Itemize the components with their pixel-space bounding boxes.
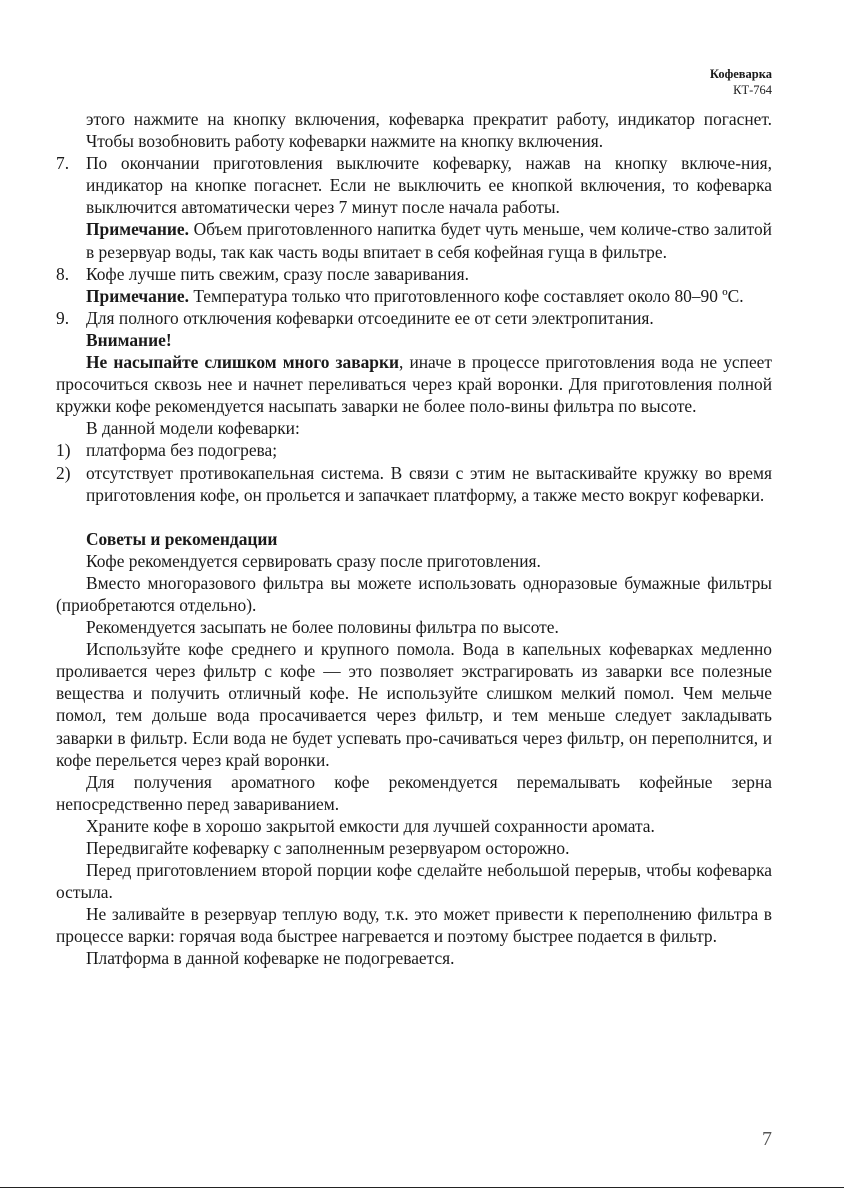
header-model: КТ-764 xyxy=(733,83,772,97)
tip-paragraph: Используйте кофе среднего и крупного помола. Вода в капельных кофеварках медленно проливается через фильтр с кофе — это позволяет экстрагировать из заварки все полезные вещества и получить отличный кофе. Не используйте слишком мелкий помол. Чем мельче помол, тем дольше вода просачивается через фильтр, и тем меньше следует закладывать заварки в фильтр. Если вода не будет успевать про-сачиваться через фильтр, он переполнится, и кофе перельется через край воронки. xyxy=(56,639,772,770)
section-title: Советы и рекомендации xyxy=(86,528,278,549)
header-product-name: Кофеварка xyxy=(709,67,772,81)
tip-paragraph: Для получения ароматного кофе рекомендуется перемалывать кофейные зерна непосредственно перед завариванием. xyxy=(56,771,772,814)
note-label: Примечание. xyxy=(86,219,189,240)
warning-paragraph xyxy=(56,351,772,417)
tip-paragraph: Передвигайте кофеварку с заполненным резервуаром осторожно. xyxy=(86,838,570,858)
list-item-7 xyxy=(56,152,772,262)
continued-paragraph: этого нажмите на кнопку включения, кофеварка прекратит работу, индикатор погаснет. Чтобы возобновить работу кофеварки нажмите на кнопку включения. xyxy=(86,109,772,152)
list-number: 9. xyxy=(56,307,70,328)
list-item-9 xyxy=(56,307,772,351)
tip-paragraph: Перед приготовлением второй порции кофе сделайте небольшой перерыв, чтобы кофеварка остыла. xyxy=(56,860,772,903)
list-item-text: отсутствует противокапельная система. В связи с этим не вытаскивайте кружку во время приготовления кофе, он прольется и запачкает платформу, а также место вокруг кофеварки. xyxy=(86,462,772,505)
page-header xyxy=(710,66,772,98)
list-item-text: Кофе лучше пить свежим, сразу после заваривания. xyxy=(86,263,469,284)
tip-paragraph: Храните кофе в хорошо закрытой емкости для лучшей сохранности аромата. xyxy=(86,815,655,836)
list-number: 1) xyxy=(56,440,71,461)
list-item-text: По окончании приготовления выключите кофеварку, нажав на кнопку включе-ния, индикатор на кнопке погаснет. Если не выключить ее кнопкой включения, то кофеварка выключится автоматически через 7 минут после начала работы. xyxy=(86,153,772,218)
section-spacer xyxy=(56,506,772,528)
note-label: Примечание. xyxy=(86,285,189,306)
list-item-text: Для полного отключения кофеварки отсоедините ее от сети электропитания. xyxy=(86,307,654,328)
warning-bold: Не насыпайте слишком много заварки xyxy=(86,352,399,373)
tip-paragraph: Рекомендуется засыпать не более половины фильтра по высоте. xyxy=(86,617,559,638)
model-list-item xyxy=(56,462,772,506)
warning-text: , иначе в процессе приготовления вода не успеет просочиться сквозь нее и начнет переливаться через край воронки. Для приготовления полной кружки кофе рекомендуется насыпать заварки не более поло-вины фильтра по высоте. xyxy=(56,352,772,417)
list-item-text: платформа без подогрева; xyxy=(86,440,278,461)
attention-label: Внимание! xyxy=(86,329,172,350)
bottom-divider xyxy=(0,1187,844,1188)
list-number: 7. xyxy=(56,153,70,174)
note-paragraph xyxy=(86,285,772,307)
model-list-item xyxy=(56,439,772,461)
page-content xyxy=(56,108,772,970)
note-text: Температура только что приготовленного кофе составляет около 80–90 ºС. xyxy=(188,285,744,306)
list-number: 2) xyxy=(56,462,71,483)
tip-paragraph: Кофе рекомендуется сервировать сразу после приготовления. xyxy=(86,550,541,571)
note-paragraph xyxy=(86,218,772,262)
tip-paragraph: Платформа в данной кофеварке не подогревается. xyxy=(86,948,455,969)
note-text: Объем приготовленного напитка будет чуть меньше, чем количе-ство залитой в резервуар воды, так как часть воды впитает в себя кофейная гуща в фильтре. xyxy=(86,219,772,262)
list-number: 8. xyxy=(56,263,70,284)
page-number: 7 xyxy=(762,1128,772,1150)
tip-paragraph: Вместо многоразового фильтра вы можете использовать одноразовые бумажные фильтры (приобретаются отдельно). xyxy=(56,572,772,615)
model-intro: В данной модели кофеварки: xyxy=(86,418,300,439)
tip-paragraph: Не заливайте в резервуар теплую воду, т.к. это может привести к переполнению фильтра в процессе варки: горячая вода быстрее нагревается и поэтому быстрее подается в фильтр. xyxy=(56,904,772,947)
list-item-8 xyxy=(56,263,772,307)
